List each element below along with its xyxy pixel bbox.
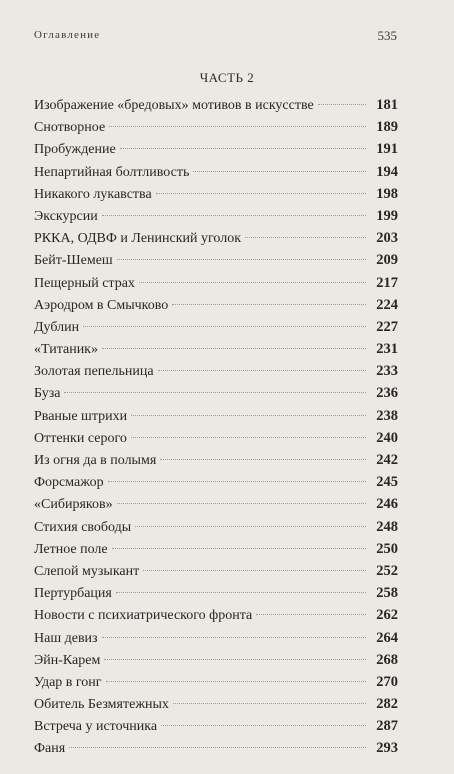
toc-entry bbox=[34, 382, 398, 404]
dot-leader bbox=[256, 614, 366, 615]
toc-entry-title: Обитель Безмятежных bbox=[34, 697, 169, 713]
toc-entry-page: 198 bbox=[376, 185, 398, 202]
toc-entry-page: 250 bbox=[376, 540, 398, 557]
dot-leader bbox=[318, 104, 366, 105]
toc-entry-page: 252 bbox=[376, 562, 398, 579]
toc-entry-title: Аэродром в Смычково bbox=[34, 297, 169, 313]
dot-leader bbox=[83, 326, 366, 327]
toc-entry-page: 270 bbox=[376, 673, 398, 690]
dot-leader bbox=[116, 592, 366, 593]
running-head: Оглавление bbox=[34, 29, 101, 41]
part-title: ЧАСТЬ 2 bbox=[199, 70, 255, 85]
toc-entry bbox=[34, 272, 398, 294]
toc-entry-page: 194 bbox=[376, 163, 398, 180]
dot-leader bbox=[172, 304, 366, 305]
toc-entry bbox=[34, 471, 398, 493]
toc-entry-page: 268 bbox=[376, 651, 398, 668]
dot-leader bbox=[117, 503, 366, 504]
toc-entry-title: Бейт-Шемеш bbox=[34, 253, 113, 269]
toc-entry-page: 240 bbox=[376, 429, 398, 446]
toc-entry-title: Оттенки серого bbox=[34, 430, 127, 446]
toc-entry bbox=[34, 116, 398, 138]
toc-entry bbox=[34, 94, 398, 116]
dot-leader bbox=[193, 171, 366, 172]
toc-entry-title: Золотая пепельница bbox=[34, 364, 154, 380]
toc-entry-page: 287 bbox=[376, 718, 398, 735]
toc-entry-page: 236 bbox=[376, 385, 398, 402]
toc-entry-page: 264 bbox=[376, 629, 398, 646]
toc-entry bbox=[34, 538, 398, 560]
toc-entry-title: Изображение «бредовых» мотивов в искусстве bbox=[34, 98, 314, 113]
dot-leader bbox=[102, 215, 366, 216]
dot-leader bbox=[102, 348, 366, 349]
toc-entry-page: 224 bbox=[376, 296, 398, 313]
toc-entry-page: 191 bbox=[376, 141, 398, 158]
dot-leader bbox=[131, 415, 366, 416]
toc-entry-title: Слепой музыкант bbox=[34, 563, 140, 579]
toc-entry bbox=[34, 604, 398, 626]
toc-entry bbox=[34, 671, 398, 693]
dot-leader bbox=[143, 570, 366, 571]
toc-entry-title: Буза bbox=[34, 386, 61, 402]
toc-entry-title: «Титаник» bbox=[34, 342, 98, 358]
toc-entry-page: 246 bbox=[376, 496, 398, 513]
toc-entry-title: Форсмажор bbox=[34, 475, 104, 491]
dot-leader bbox=[173, 703, 366, 704]
dot-leader bbox=[120, 148, 366, 149]
toc-entry bbox=[34, 493, 398, 515]
toc-entry-title: Стихия свободы bbox=[34, 519, 132, 535]
dot-leader bbox=[64, 392, 366, 393]
toc-entry-title: «Сибиряков» bbox=[34, 497, 113, 513]
toc-entry-page: 203 bbox=[376, 230, 398, 247]
dot-leader bbox=[69, 747, 366, 748]
toc-entry-page: 199 bbox=[376, 207, 398, 224]
toc-entry-page: 181 bbox=[376, 97, 398, 113]
toc-entry-page: 231 bbox=[376, 341, 398, 358]
toc-entry bbox=[34, 338, 398, 360]
toc-entry-title: Летное поле bbox=[34, 541, 108, 557]
toc-entry-page: 189 bbox=[376, 119, 398, 136]
toc-entry bbox=[34, 649, 398, 671]
dot-leader bbox=[117, 259, 366, 260]
toc-entry-title: Дублин bbox=[34, 319, 80, 335]
toc-entry-page: 227 bbox=[376, 318, 398, 335]
toc-entry-page: 258 bbox=[376, 585, 398, 602]
toc-entry bbox=[34, 138, 398, 160]
toc-entry-page: 248 bbox=[376, 518, 398, 535]
dot-leader bbox=[158, 370, 366, 371]
toc-entry bbox=[34, 427, 398, 449]
toc-entry bbox=[34, 449, 398, 471]
toc-entry-title: Экскурсии bbox=[34, 208, 98, 224]
toc-entry bbox=[34, 715, 398, 737]
toc-entry bbox=[34, 316, 398, 338]
toc-entry-page: 282 bbox=[376, 696, 398, 713]
dot-leader bbox=[112, 548, 366, 549]
toc-entry-page: 209 bbox=[376, 252, 398, 269]
toc-entry bbox=[34, 249, 398, 271]
toc-entry-title: Пробуждение bbox=[34, 142, 116, 158]
dot-leader bbox=[131, 437, 366, 438]
toc-entry-title: Эйн-Карем bbox=[34, 652, 101, 668]
toc-entry-title: Наш девиз bbox=[34, 630, 98, 646]
page-number: 535 bbox=[377, 28, 397, 43]
toc-entry bbox=[34, 294, 398, 316]
toc-entry bbox=[34, 560, 398, 582]
toc-entry bbox=[34, 227, 398, 249]
toc-entry-title: Пещерный страх bbox=[34, 275, 135, 291]
dot-leader bbox=[139, 282, 366, 283]
toc-entry bbox=[34, 737, 398, 759]
dot-leader bbox=[109, 126, 366, 127]
dot-leader bbox=[102, 637, 366, 638]
dot-leader bbox=[245, 237, 366, 238]
toc-entry-title: Никакого лукавства bbox=[34, 186, 152, 202]
dot-leader bbox=[161, 725, 366, 726]
toc-entry-page: 217 bbox=[376, 274, 398, 291]
toc-entry-page: 233 bbox=[376, 363, 398, 380]
toc-entry-title: Непартийная болтливость bbox=[34, 164, 190, 180]
toc-entry-page: 293 bbox=[376, 740, 398, 757]
dot-leader bbox=[108, 481, 366, 482]
toc-entry-page: 238 bbox=[376, 407, 398, 424]
toc-entry bbox=[34, 205, 398, 227]
table-of-contents bbox=[34, 94, 398, 760]
toc-entry-title: Фаня bbox=[34, 741, 66, 757]
toc-entry-title: Из огня да в полымя bbox=[34, 453, 157, 468]
toc-entry-title: Рваные штрихи bbox=[34, 408, 128, 424]
toc-entry-page: 242 bbox=[376, 452, 398, 468]
toc-entry-title: Новости с психиатрического фронта bbox=[34, 608, 253, 624]
toc-entry-title: РККА, ОДВФ и Ленинский уголок bbox=[34, 231, 242, 247]
dot-leader bbox=[160, 459, 366, 460]
toc-entry bbox=[34, 183, 398, 205]
toc-entry-title: Встреча у источника bbox=[34, 719, 158, 735]
toc-entry-page: 245 bbox=[376, 474, 398, 491]
dot-leader bbox=[135, 526, 366, 527]
toc-entry-title: Пертурбация bbox=[34, 586, 112, 602]
toc-entry-page: 262 bbox=[376, 607, 398, 624]
toc-entry bbox=[34, 516, 398, 538]
toc-entry bbox=[34, 161, 398, 183]
toc-entry bbox=[34, 693, 398, 715]
toc-entry-title: Удар в гонг bbox=[34, 674, 102, 690]
toc-entry bbox=[34, 582, 398, 604]
toc-entry bbox=[34, 405, 398, 427]
dot-leader bbox=[104, 659, 366, 660]
dot-leader bbox=[156, 193, 366, 194]
toc-entry bbox=[34, 360, 398, 382]
dot-leader bbox=[106, 681, 366, 682]
toc-entry bbox=[34, 627, 398, 649]
toc-entry-title: Снотворное bbox=[34, 120, 106, 136]
